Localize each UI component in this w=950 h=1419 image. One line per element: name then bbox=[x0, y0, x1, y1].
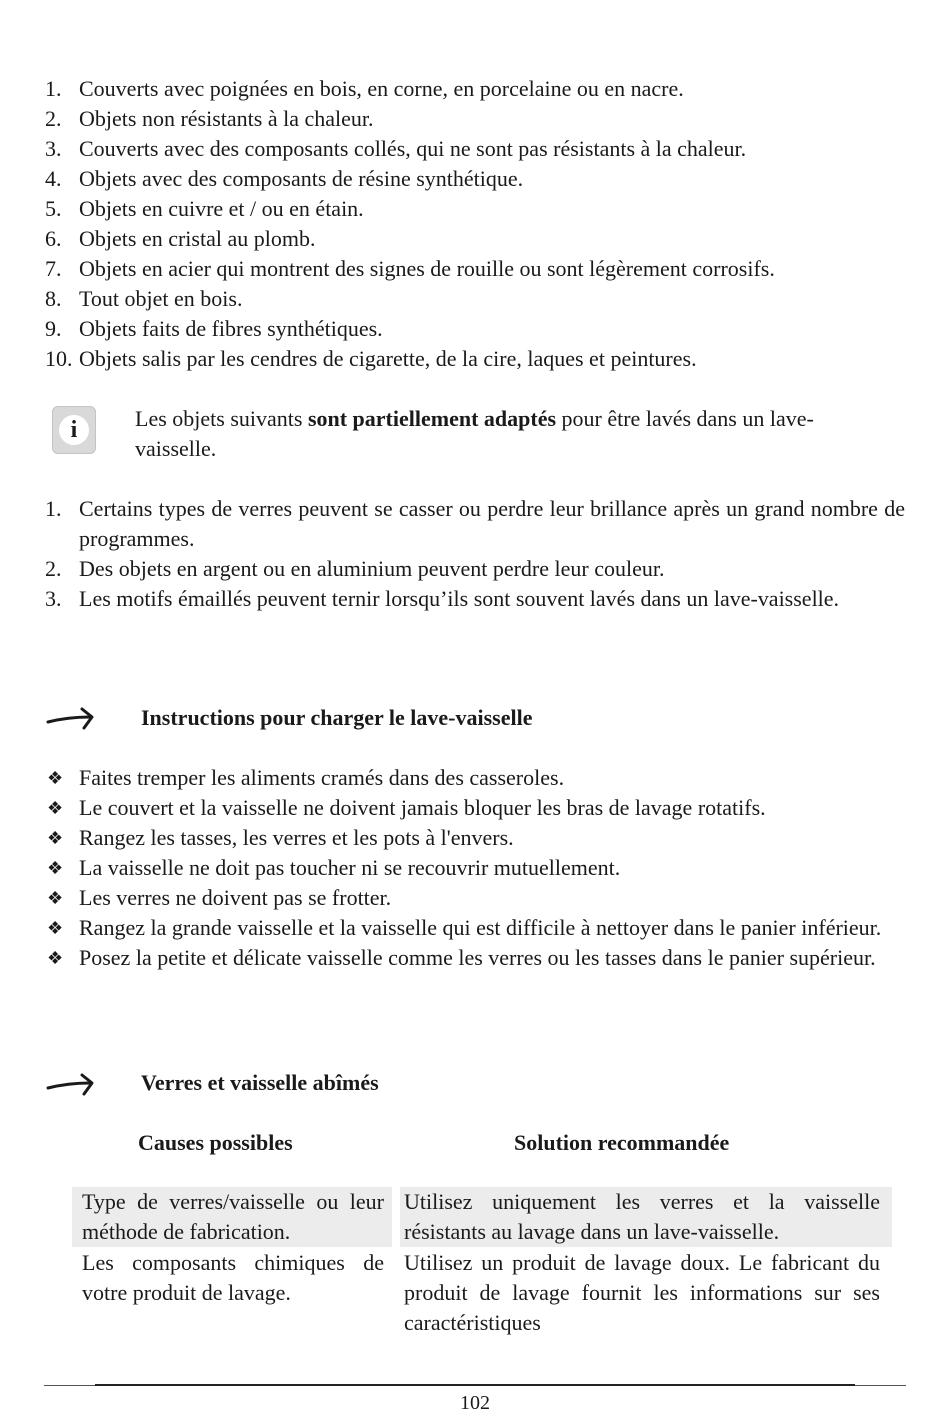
section-title-loading: Instructions pour charger le lave-vaisselle bbox=[141, 705, 533, 730]
page-number: 102 bbox=[460, 1392, 490, 1414]
table-row bbox=[72, 1248, 892, 1340]
diamond-bullet-icon: ❖ bbox=[47, 828, 64, 848]
list-item: 2. Des objets en argent ou en aluminium peuvent perdre leur couleur. bbox=[45, 556, 665, 581]
list-item: 10. Objets salis par les cendres de cigarette, de la cire, laques et peintures. bbox=[45, 346, 697, 371]
table-cell-cause: Les composants chimiques de votre produit de lavage. bbox=[82, 1250, 384, 1305]
table-cell-solution: Utilisez uniquement les verres et la vaisselle résistants au lavage dans un lave-vaisselle. bbox=[404, 1189, 880, 1244]
bullet-item: ❖ Posez la petite et délicate vaisselle comme les verres ou les tasses dans le panier supérieur. bbox=[79, 943, 905, 973]
unsuitable-items-list bbox=[45, 74, 909, 374]
diamond-bullet-icon: ❖ bbox=[47, 768, 64, 788]
partial-items-list bbox=[45, 494, 905, 614]
list-item: 5. Objets en cuivre et / ou en étain. bbox=[45, 196, 364, 221]
diamond-bullet-icon: ❖ bbox=[47, 918, 64, 938]
diamond-bullet-icon: ❖ bbox=[47, 948, 64, 968]
list-item: 3. Les motifs émaillés peuvent ternir lorsqu’ils sont souvent lavés dans un lave-vaisselle. bbox=[45, 586, 840, 611]
info-icon-glyph: i bbox=[59, 415, 89, 445]
arrow-icon bbox=[46, 1072, 96, 1098]
list-item: 2. Objets non résistants à la chaleur. bbox=[45, 106, 374, 131]
list-item: 8. Tout objet en bois. bbox=[45, 286, 243, 311]
footer-divider-accent bbox=[95, 1384, 855, 1386]
list-item: 7. Objets en acier qui montrent des signes de rouille ou sont légèrement corrosifs. bbox=[45, 256, 775, 281]
diamond-bullet-icon: ❖ bbox=[47, 798, 64, 818]
bullet-item: ❖ Rangez la grande vaisselle et la vaisselle qui est difficile à nettoyer dans le panier inférieur. bbox=[79, 913, 905, 943]
column-header-causes: Causes possibles bbox=[138, 1130, 293, 1155]
list-item: 1. Certains types de verres peuvent se casser ou perdre leur brillance après un grand nombre de programmes. bbox=[45, 496, 905, 551]
list-item: 3. Couverts avec des composants collés, qui ne sont pas résistants à la chaleur. bbox=[45, 136, 747, 161]
list-item: 1. Couverts avec poignées en bois, en corne, en porcelaine ou en nacre. bbox=[45, 76, 684, 101]
loading-bullets bbox=[47, 763, 905, 973]
table-cell-cause: Type de verres/vaisselle ou leur méthode de fabrication. bbox=[82, 1189, 384, 1244]
bullet-item: ❖ Le couvert et la vaisselle ne doivent jamais bloquer les bras de lavage rotatifs. bbox=[79, 793, 905, 823]
section-title-damaged: Verres et vaisselle abîmés bbox=[141, 1070, 379, 1095]
bullet-item: ❖ Faites tremper les aliments cramés dans des casseroles. bbox=[79, 763, 905, 793]
info-icon bbox=[52, 406, 96, 454]
bullet-item: ❖ Les verres ne doivent pas se frotter. bbox=[79, 883, 905, 913]
list-item: 4. Objets avec des composants de résine synthétique. bbox=[45, 166, 524, 191]
list-item: 9. Objets faits de fibres synthétiques. bbox=[45, 316, 383, 341]
column-header-solution: Solution recommandée bbox=[514, 1130, 730, 1155]
bullet-item: ❖ Rangez les tasses, les verres et les pots à l'envers. bbox=[79, 823, 905, 853]
info-note-bold: sont partiellement adaptés bbox=[307, 406, 557, 431]
arrow-icon bbox=[46, 706, 96, 732]
table-row bbox=[72, 1187, 892, 1247]
info-note: Les objets suivants sont partiellement adaptés pour être lavés dans un lave-vaisselle. bbox=[135, 406, 814, 461]
table-cell-solution: Utilisez un produit de lavage doux. Le fabricant du produit de lavage fournit les informations sur ses caractéristiques bbox=[404, 1250, 880, 1335]
list-item: 6. Objets en cristal au plomb. bbox=[45, 226, 316, 251]
diamond-bullet-icon: ❖ bbox=[47, 888, 64, 908]
diamond-bullet-icon: ❖ bbox=[47, 858, 64, 878]
bullet-item: ❖ La vaisselle ne doit pas toucher ni se recouvrir mutuellement. bbox=[79, 853, 905, 883]
